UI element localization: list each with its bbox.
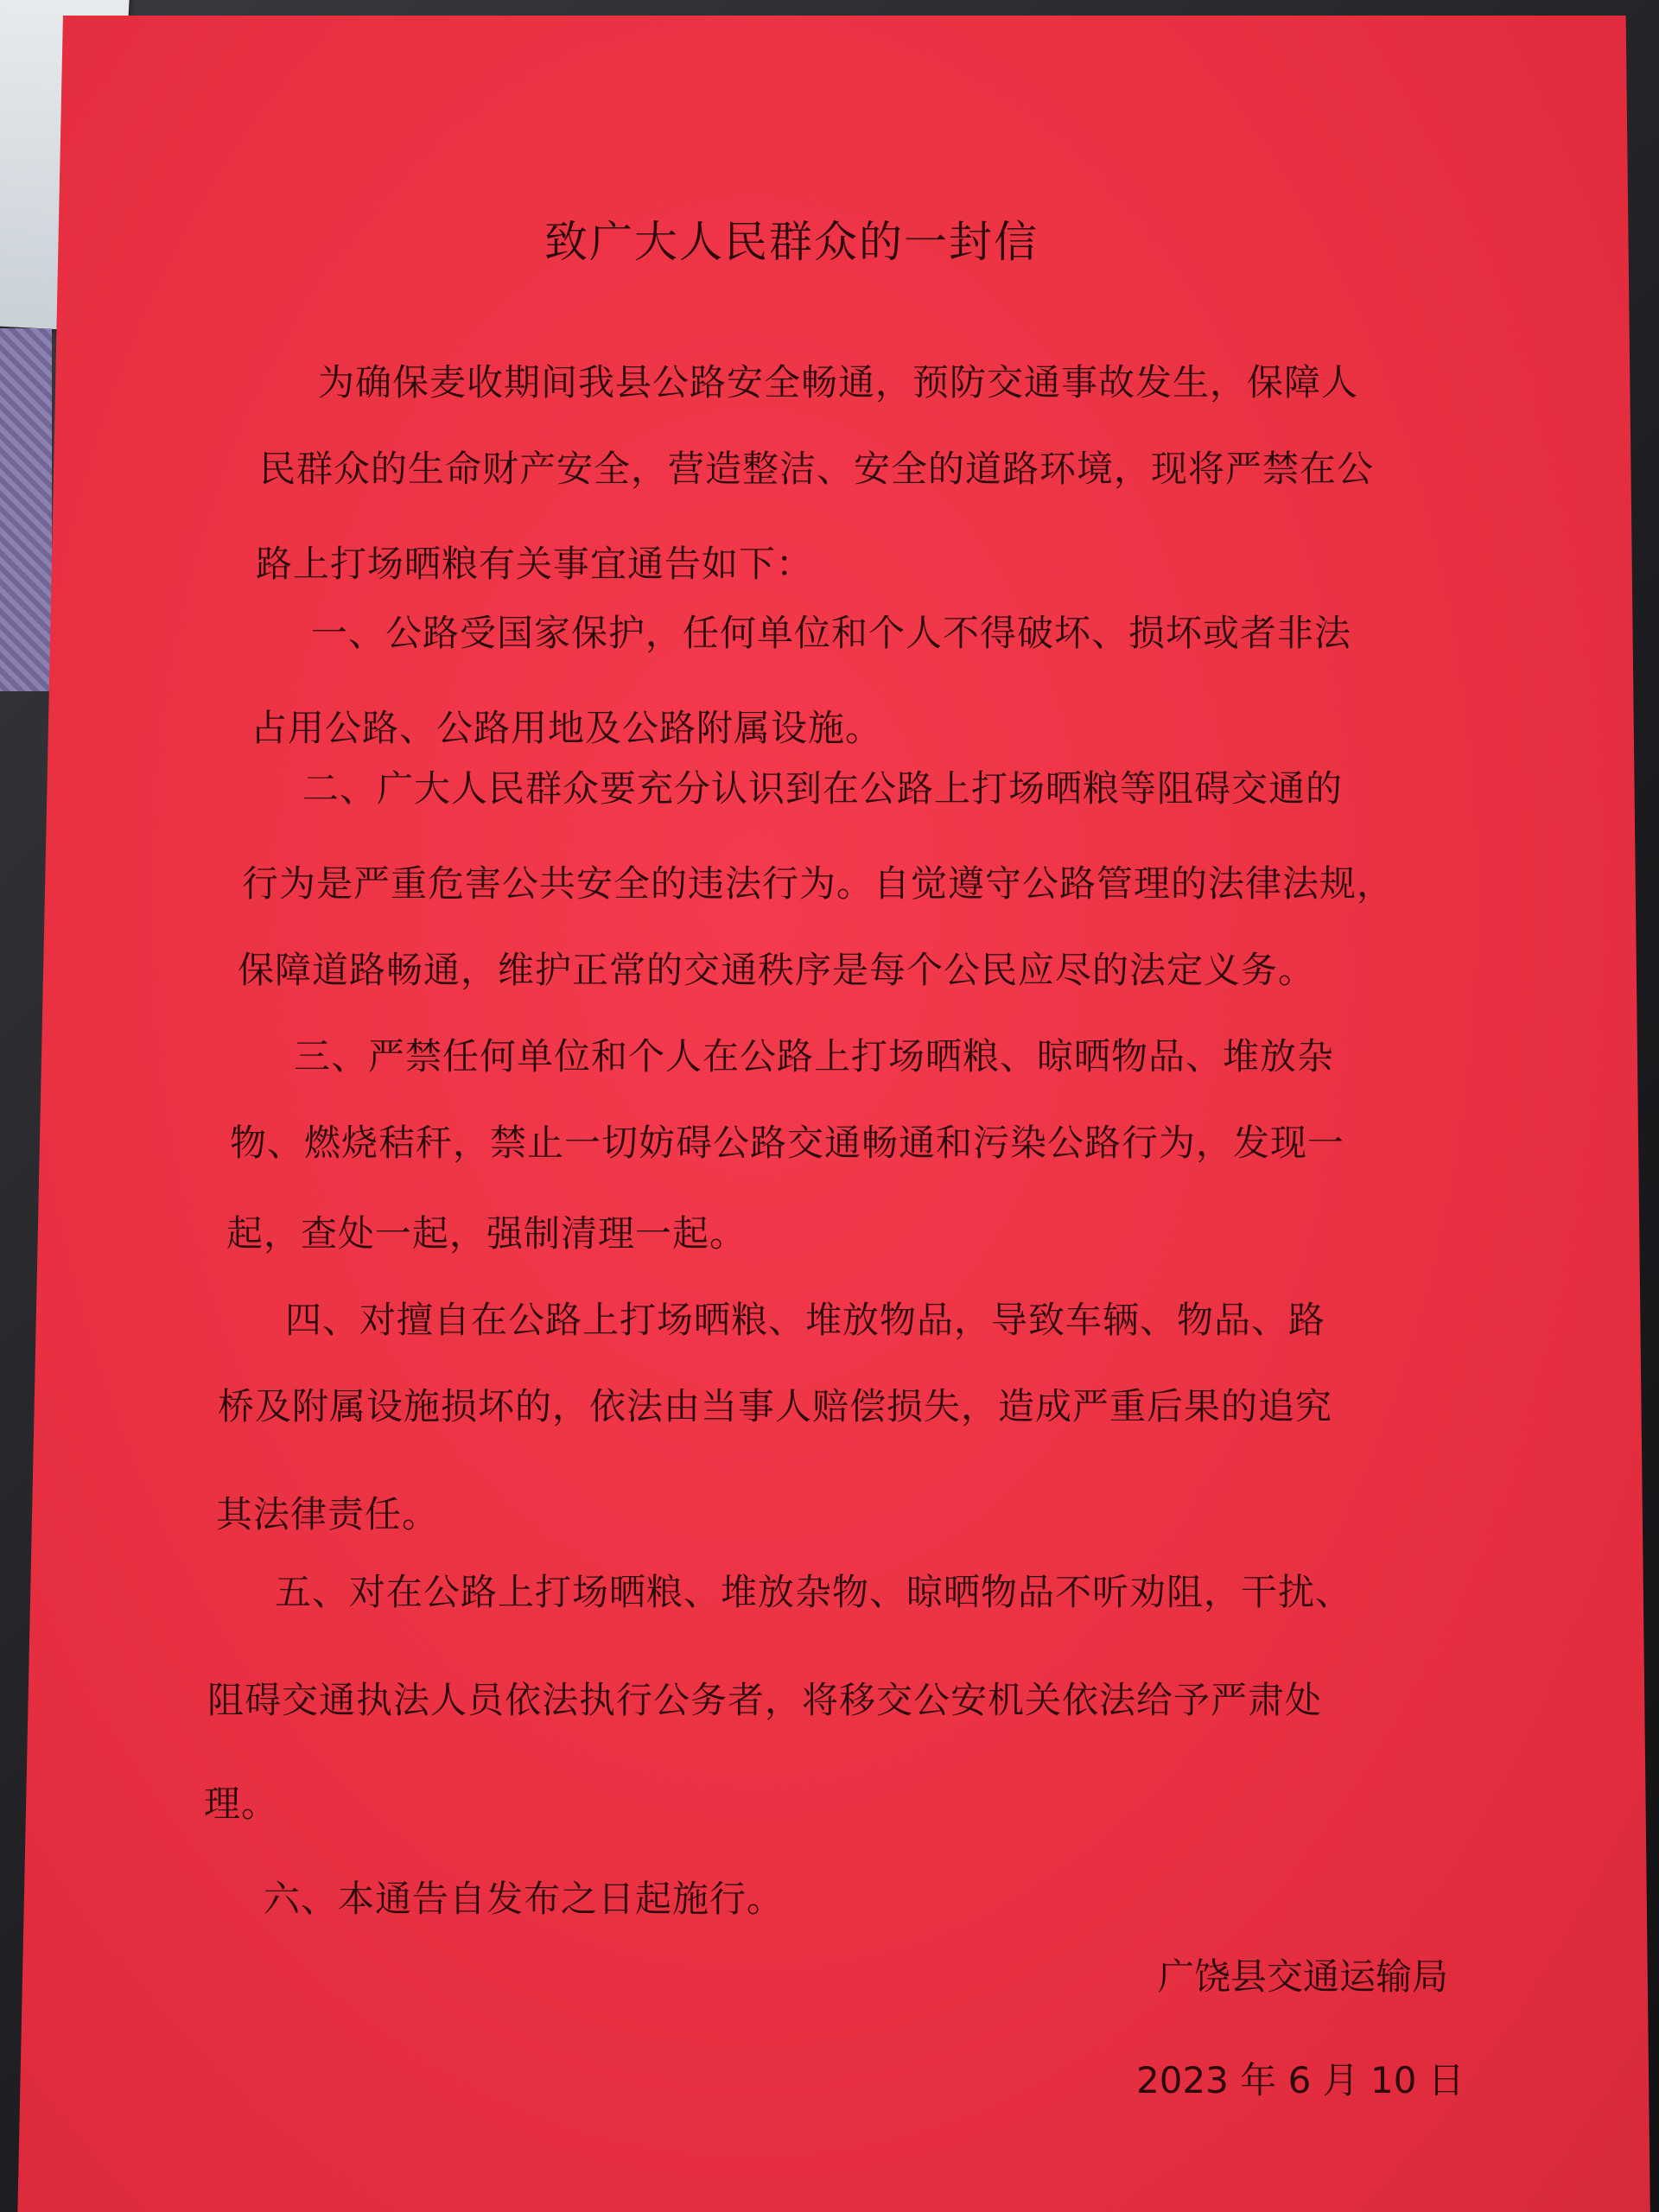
issue-date: 2023 年 6 月 10 日 [1136, 2059, 1465, 2101]
paragraph-3-line-1: 二、广大人民群众要充分认识到在公路上打场晒粮等阻碍交通的 [302, 767, 1344, 810]
paragraph-3-line-3: 保障道路畅通，维护正常的交通秩序是每个公民应尽的法定义务。 [238, 949, 1316, 991]
paragraph-7-line-1: 六、本通告自发布之日起施行。 [264, 1878, 785, 1920]
paragraph-1-line-1: 为确保麦收期间我县公路安全畅通，预防交通事故发生，保障人 [318, 361, 1359, 404]
paragraph-2-line-1: 一、公路受国家保护，任何单位和个人不得破坏、损坏或者非法 [311, 612, 1352, 654]
paragraph-2-line-2: 占用公路、公路用地及公路附属设施。 [251, 707, 883, 749]
paragraph-4-line-3: 起，查处一起，强制清理一起。 [226, 1212, 747, 1255]
paragraph-6-line-3: 理。 [204, 1783, 279, 1825]
paragraph-5-line-2: 桥及附属设施损坏的，依法由当事人赔偿损失，造成严重后果的追究 [218, 1385, 1333, 1427]
paragraph-4-line-1: 三、严禁任何单位和个人在公路上打场晒粮、晾晒物品、堆放杂 [294, 1035, 1335, 1077]
letter-title: 致广大人民群众的一封信 [544, 217, 1039, 267]
paragraph-1-line-3: 路上打场晒粮有关事宜通告如下： [256, 543, 814, 585]
paragraph-5-line-3: 其法律责任。 [216, 1493, 440, 1535]
paragraph-5-line-1: 四、对擅自在公路上打场晒粮、堆放物品，导致车辆、物品、路 [285, 1299, 1326, 1341]
paragraph-4-line-2: 物、燃烧秸秆，禁止一切妨碍公路交通畅通和污染公路行为，发现一 [230, 1122, 1345, 1164]
paragraph-6-line-2: 阻碍交通执法人员依法执行公务者，将移交公安机关依法给予严肃处 [207, 1679, 1323, 1721]
paragraph-1-line-2: 民群众的生命财产安全，营造整洁、安全的道路环境，现将严禁在公 [259, 448, 1375, 490]
paragraph-3-line-2: 行为是严重危害公共安全的违法行为。自觉遵守公路管理的法律法规， [242, 862, 1395, 905]
paragraph-6-line-1: 五、对在公路上打场晒粮、堆放杂物、晾晒物品不听劝阻，干扰、 [275, 1571, 1353, 1613]
issuer-signature: 广饶县交通运输局 [1158, 1955, 1449, 1998]
